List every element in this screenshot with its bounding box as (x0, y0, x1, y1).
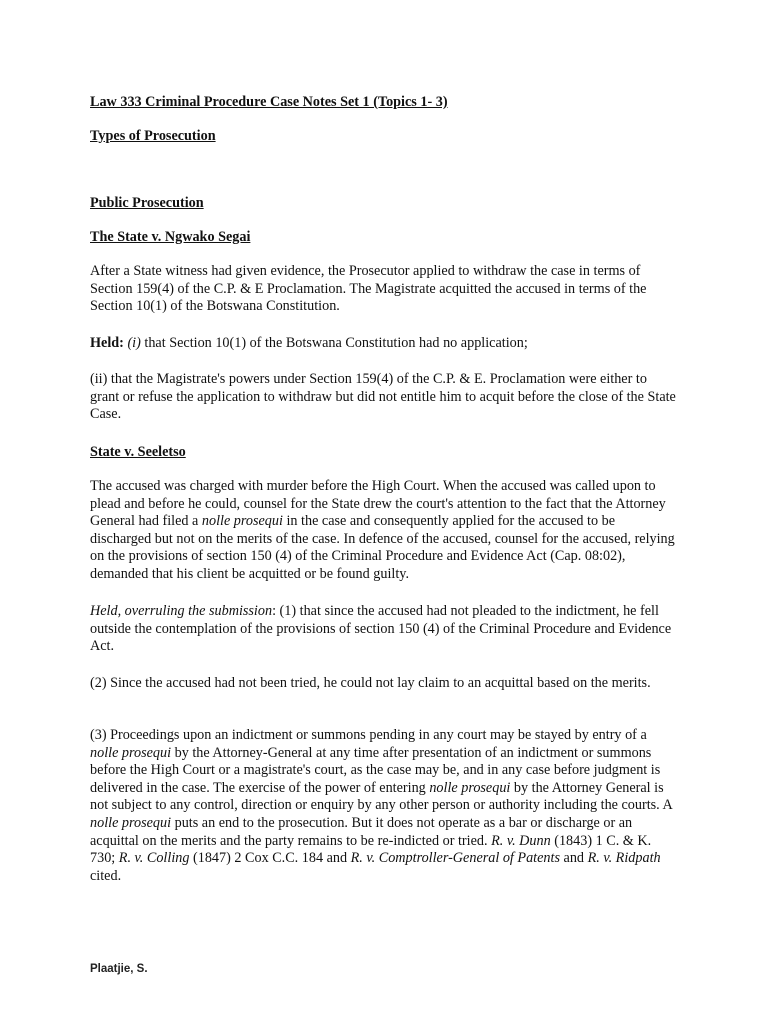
case-facts-seeletso (90, 478, 676, 584)
facts-text: in the case and consequently applied for the accused to be discharged but not on the merits of the case. In defence of the accused, counsel for the accused, relying on the provisions of section 150 (4) of the Criminal Procedure and Evidence Act (Cap. 08:02), demanded that his client be acquitted or be found guilty. (90, 513, 675, 582)
case-citation: R. v. Colling (118, 850, 190, 867)
case-citation: R. v. Dunn (491, 832, 551, 849)
case-citation: R. v. Comptroller-General of Patents (350, 850, 560, 867)
held-text: by the Attorney-General at any time after presentation of an indictment or summons before the High Court or a magistrate's court, as the case may be, and in any case before judgment is delivered in the case. The exercise of the power of entering (90, 744, 661, 796)
citation-end: cited. (90, 867, 122, 884)
case-facts-segai: After a State witness had given evidence, the Prosecutor applied to withdraw the case in terms of Section 159(4) of the C.P. & E Proclamation. The Magistrate acquitted the accused in terms of the Section 10(1) of the Botswana Constitution. (90, 263, 647, 315)
held-text: puts an end to the prosecution. But it does not operate as a bar or discharge or an acquittal on the merits and the party remains to be re-indicted or tried. (90, 814, 633, 849)
case-name-segai: The State v. Ngwako Segai (90, 229, 251, 245)
held-2-seeletso: (2) Since the accused had not been tried, he could not lay claim to an acquittal based on the merits. (90, 675, 651, 691)
page-footer-author: Plaatjie, S. (90, 963, 148, 975)
held-text: (3) Proceedings upon an indictment or summons pending in any court may be stayed by entry of a (90, 727, 647, 743)
held-label: Held: (90, 335, 124, 351)
held-numeral: (i) (127, 335, 141, 351)
held-ii-segai: (ii) that the Magistrate's powers under Section 159(4) of the C.P. & E. Proclamation were either to grant or refuse the application to withdraw but did not entitle him to acquit before the close of the State Case. (90, 371, 676, 423)
citation-joiner: and (559, 850, 588, 867)
citation-ref: (1847) 2 Cox C.C. 184 and (189, 850, 351, 867)
nolle-term: nolle prosequi (90, 814, 172, 831)
case-name-seeletso: State v. Seeletso (90, 444, 186, 460)
facts-text: The accused was charged with murder before the High Court. When the accused was called upon to plead and before he could, counsel for the State drew the court's attention to the fact that the Attorney General had filed a (90, 478, 666, 530)
nolle-term: nolle prosequi (90, 744, 172, 761)
citation-ref: (1843) 1 C. & K. 730; (90, 832, 652, 867)
held-label: Held, overruling the submission (90, 603, 273, 619)
section-heading-types: Types of Prosecution (90, 128, 216, 144)
held-text: by the Attorney General is not subject to any control, direction or enquiry by any other person or authority including the courts. A (90, 779, 672, 814)
nolle-term: nolle prosequi (201, 513, 283, 530)
nolle-term: nolle prosequi (429, 779, 511, 796)
held-paragraph-seeletso (90, 603, 676, 656)
held-text: : (1) that since the accused had not pleaded to the indictment, he fell outside the contemplation of the provisions of section 150 (4) of the Criminal Procedure and Evidence Act. (90, 603, 672, 655)
held-3-seeletso (90, 727, 676, 885)
document-title: Law 333 Criminal Procedure Case Notes Set 1 (Topics 1- 3) (90, 94, 448, 110)
held-paragraph-segai (90, 335, 676, 353)
case-citation: R. v. Ridpath (587, 850, 661, 867)
held-text: that Section 10(1) of the Botswana Constitution had no application; (140, 335, 528, 351)
section-heading-public: Public Prosecution (90, 195, 204, 211)
